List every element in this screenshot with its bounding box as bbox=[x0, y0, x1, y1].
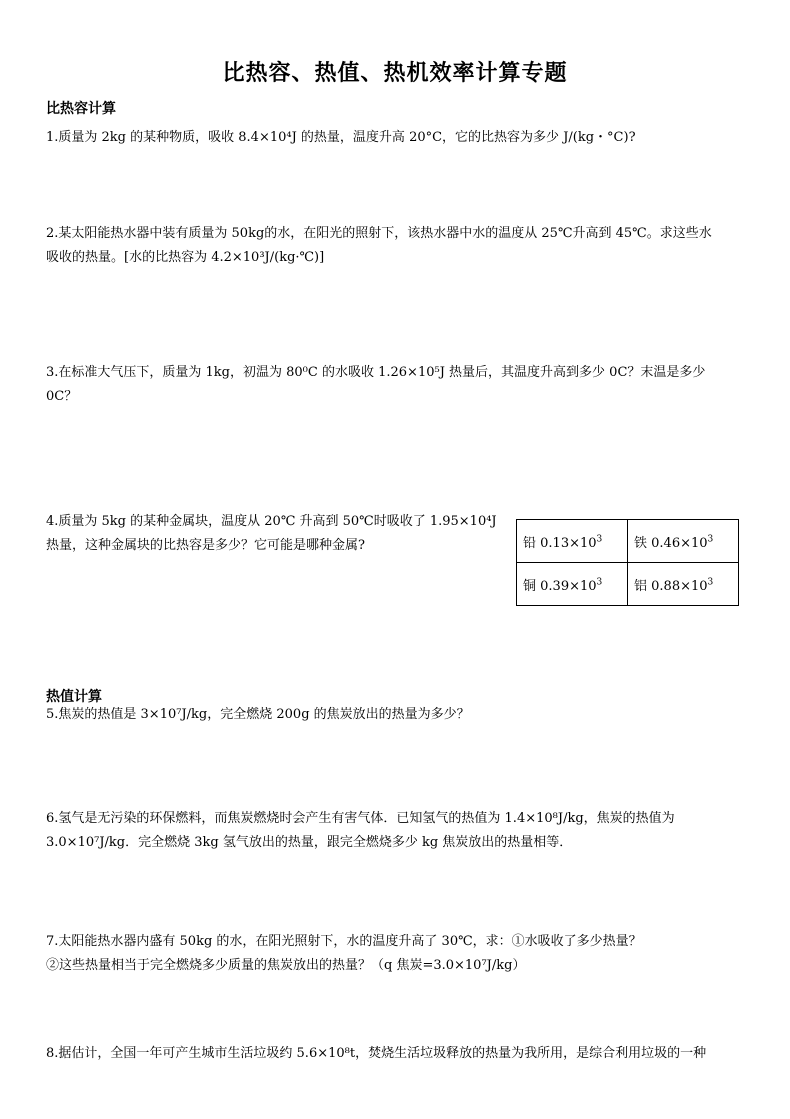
question-4-line-1: 4.质量为 5kg 的某种金属块，温度从 20℃ 升高到 50℃时吸收了 1.95×10⁴J bbox=[46, 514, 497, 529]
question-7-line-1: 7.太阳能热水器内盛有 50kg 的水，在阳光照射下，水的温度升高了 30℃，求：①水吸收了多少热量？ bbox=[46, 934, 642, 949]
metal-exponent: 3 bbox=[596, 577, 603, 588]
table-cell-iron bbox=[628, 520, 739, 563]
metal-value: 0.46×10 bbox=[651, 535, 708, 551]
page-title: 比热容、热值、热机效率计算专题 bbox=[222, 60, 568, 86]
question-1 bbox=[46, 126, 746, 150]
question-3 bbox=[46, 361, 746, 409]
question-8-line-1: 8.据估计，全国一年可产生城市生活垃圾约 5.6×10⁸t，焚烧生活垃圾释放的热量为我所用，是综合利用垃圾的一种 bbox=[46, 1046, 707, 1061]
question-2-line-1: 2.某太阳能热水器中装有质量为 50kg的水，在阳光的照射下，该热水器中水的温度从 25℃升高到 45℃。求这些水 bbox=[46, 226, 712, 241]
metal-label: 铅 bbox=[523, 535, 537, 551]
table-cell-lead bbox=[517, 520, 628, 563]
metal-exponent: 3 bbox=[707, 577, 714, 588]
table-cell-copper bbox=[517, 563, 628, 606]
question-2-line-2: 吸收的热量。[水的比热容为 4.2×10³J/(kg·℃)] bbox=[46, 250, 325, 265]
metal-exponent: 3 bbox=[707, 534, 714, 545]
table-row bbox=[517, 520, 739, 563]
metal-exponent: 3 bbox=[596, 534, 603, 545]
question-4-line-2: 热量，这种金属块的比热容是多少？它可能是哪种金属? bbox=[46, 538, 365, 553]
question-7-line-2: ②这些热量相当于完全燃烧多少质量的焦炭放出的热量？（q 焦炭=3.0×10⁷J/kg） bbox=[46, 958, 526, 973]
question-6-line-2: 3.0×10⁷J/kg．完全燃烧 3kg 氢气放出的热量，跟完全燃烧多少 kg 焦炭放出的热量相等． bbox=[46, 835, 573, 850]
question-1-text: 1.质量为 2kg 的某种物质，吸收 8.4×10⁴J 的热量，温度升高 20°C，它的比热容为多少 J/(kg・°C)? bbox=[46, 130, 636, 145]
metal-value: 0.13×10 bbox=[540, 535, 597, 551]
section-heading-heat-value: 热值计算 bbox=[46, 689, 102, 705]
question-5 bbox=[46, 703, 746, 727]
question-5-text: 5.焦炭的热值是 3×10⁷J/kg，完全燃烧 200g 的焦炭放出的热量为多少？ bbox=[46, 707, 470, 722]
question-6-line-1: 6.氢气是无污染的环保燃料，而焦炭燃烧时会产生有害气体．已知氢气的热值为 1.4×10⁸J/kg，焦炭的热值为 bbox=[46, 811, 675, 826]
question-3-line-2: 0C？ bbox=[46, 389, 78, 404]
question-7 bbox=[46, 930, 746, 978]
metal-specific-heat-table bbox=[516, 519, 739, 606]
table-row bbox=[517, 563, 739, 606]
question-8 bbox=[46, 1042, 746, 1066]
question-3-line-1: 3.在标准大气压下，质量为 1kg，初温为 80⁰C 的水吸收 1.26×10⁵J 热量后，其温度升高到多少 0C？末温是多少 bbox=[46, 365, 706, 380]
table-cell-aluminum bbox=[628, 563, 739, 606]
metal-label: 铜 bbox=[523, 578, 537, 594]
question-4 bbox=[46, 510, 501, 558]
metal-label: 铁 bbox=[634, 535, 648, 551]
question-2 bbox=[46, 222, 746, 270]
metal-value: 0.88×10 bbox=[651, 578, 708, 594]
section-heading-specific-heat: 比热容计算 bbox=[46, 101, 116, 117]
metal-value: 0.39×10 bbox=[540, 578, 597, 594]
metal-label: 铝 bbox=[634, 578, 648, 594]
question-6 bbox=[46, 807, 746, 855]
